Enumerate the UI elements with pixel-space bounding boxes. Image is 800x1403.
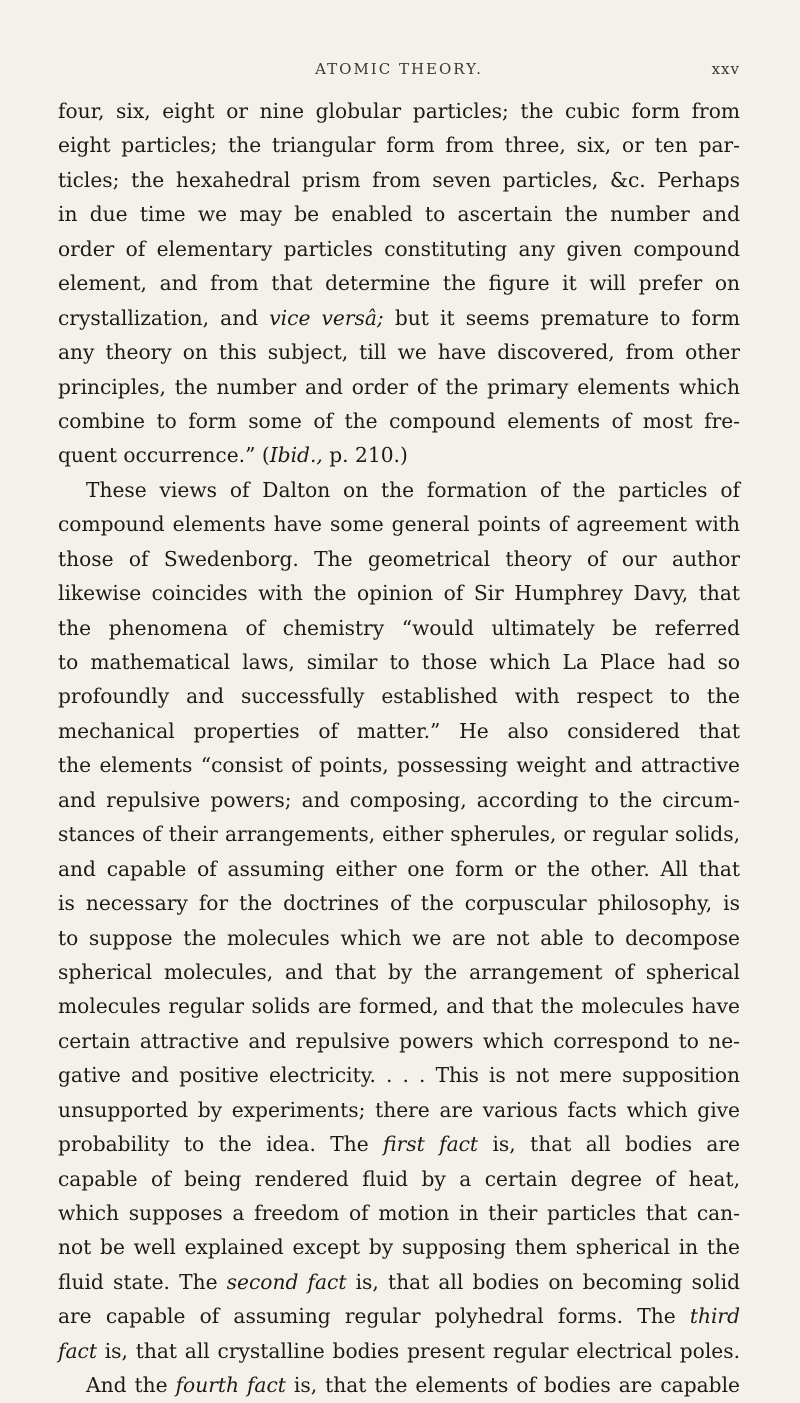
- text-line: [58, 921, 740, 955]
- text-line: [58, 576, 740, 610]
- text-segment: any theory on this subject, till we have discovered, from other: [58, 340, 740, 365]
- text-line: [58, 370, 740, 404]
- text-line: [58, 1196, 740, 1230]
- text-segment: combine to form some of the compound elements of most fre-: [58, 408, 740, 433]
- text-segment: certain attractive and repulsive powers which correspond to ne-: [58, 1028, 740, 1053]
- text-segment: mechanical properties of matter.” He also considered that: [58, 718, 740, 743]
- text-line: [58, 852, 740, 886]
- text-segment: those of Swedenborg. The geometrical theory of our author: [58, 546, 740, 571]
- text-segment: four, six, eight or nine globular particles; the cubic form from: [58, 99, 740, 123]
- italic-text: third: [689, 1304, 740, 1329]
- text-segment: and capable of assuming either one form or the other. All that: [58, 856, 740, 881]
- text-segment: quent occurrence.” (: [58, 443, 270, 468]
- text-line: [58, 989, 740, 1023]
- text-segment: probability to the idea. The: [58, 1132, 384, 1157]
- text-line: [58, 783, 740, 817]
- text-segment: which supposes a freedom of motion in their particles that can-: [58, 1201, 740, 1225]
- text-segment: likewise coincides with the opinion of Sir Humphrey Davy, that: [58, 581, 740, 606]
- text-line: [58, 266, 740, 300]
- text-line: [58, 1058, 740, 1092]
- text-segment: is, that the elements of bodies are capable: [285, 1373, 740, 1398]
- text-segment: to mathematical laws, similar to those which La Place had so: [58, 650, 740, 674]
- text-line: [58, 955, 740, 989]
- running-title: ATOMIC THEORY.: [315, 60, 483, 78]
- page-number: xxv: [711, 60, 740, 78]
- text-line: [58, 163, 740, 197]
- italic-text: first fact: [383, 1132, 479, 1157]
- text-segment: element, and from that determine the figure it will prefer on: [58, 271, 740, 296]
- text-line: [58, 817, 740, 851]
- text-line: [58, 645, 740, 679]
- text-line: [58, 1093, 740, 1127]
- text-segment: in due time we may be enabled to ascertain the number and: [58, 202, 740, 227]
- text-segment: compound elements have some general points of agreement with: [58, 512, 740, 537]
- text-line: [58, 714, 740, 748]
- text-line: [58, 197, 740, 231]
- text-segment: capable of being rendered fluid by a certain degree of heat,: [58, 1166, 740, 1191]
- text-line: [58, 1299, 740, 1333]
- italic-text: second fact: [226, 1269, 347, 1294]
- text-segment: order of elementary particles constituting any given compound: [58, 236, 740, 261]
- text-segment: p. 210.): [322, 443, 408, 468]
- text-line: [58, 886, 740, 920]
- text-line: [58, 1024, 740, 1058]
- text-line: [58, 611, 740, 645]
- text-segment: are capable of assuming regular polyhedral forms. The: [58, 1304, 690, 1329]
- text-segment: the elements “consist of points, possessing weight and attractive: [58, 753, 740, 778]
- text-line: [58, 473, 740, 507]
- text-segment: gative and positive electricity. . . . This is not mere supposition: [58, 1063, 740, 1088]
- text-segment: to suppose the molecules which we are not able to decompose: [58, 925, 740, 950]
- text-segment: unsupported by experiments; there are various facts which give: [58, 1097, 740, 1122]
- text-line: [58, 128, 740, 162]
- text-line: [58, 438, 740, 472]
- body-text: [58, 94, 740, 1403]
- italic-text: Ibid.,: [269, 443, 323, 468]
- text-line: [58, 301, 740, 335]
- text-segment: is, that all bodies are: [478, 1132, 740, 1157]
- text-line: [58, 1230, 740, 1264]
- text-segment: ticles; the hexahedral prism from seven particles, &c. Perhaps: [58, 167, 740, 192]
- text-line: [58, 335, 740, 369]
- italic-text: fact: [58, 1338, 97, 1363]
- text-segment: fluid state. The: [58, 1269, 227, 1294]
- text-segment: And the: [86, 1373, 176, 1398]
- text-line: [58, 542, 740, 576]
- text-segment: is, that all crystalline bodies present regular electrical poles.: [96, 1338, 740, 1363]
- running-head: [58, 60, 740, 90]
- text-line: [58, 232, 740, 266]
- text-line: [58, 404, 740, 438]
- text-segment: principles, the number and order of the primary elements which: [58, 374, 740, 399]
- text-segment: and repulsive powers; and composing, according to the circum-: [58, 787, 740, 812]
- text-line: [58, 679, 740, 713]
- italic-text: fourth fact: [175, 1373, 286, 1398]
- italic-text: vice versâ;: [269, 305, 384, 330]
- text-segment: but it seems premature to form: [383, 305, 740, 330]
- text-line: [58, 748, 740, 782]
- text-segment: profoundly and successfully established with respect to the: [58, 684, 740, 709]
- text-segment: These views of Dalton on the formation of the particles of: [86, 477, 740, 502]
- text-segment: stances of their arrangements, either spherules, or regular solids,: [58, 822, 740, 847]
- text-line: [58, 1265, 740, 1299]
- text-segment: is, that all bodies on becoming solid: [346, 1269, 740, 1294]
- text-line: [58, 1127, 740, 1161]
- text-line: [58, 1334, 740, 1368]
- text-segment: the phenomena of chemistry “would ultimately be referred: [58, 615, 740, 640]
- text-segment: not be well explained except by supposing them spherical in the: [58, 1235, 740, 1260]
- text-line: [58, 1368, 740, 1402]
- text-segment: eight particles; the triangular form from three, six, or ten par-: [58, 133, 740, 158]
- text-line: [58, 507, 740, 541]
- text-line: [58, 94, 740, 128]
- text-segment: molecules regular solids are formed, and that the molecules have: [58, 994, 740, 1019]
- text-segment: is necessary for the doctrines of the corpuscular philosophy, is: [58, 891, 740, 916]
- text-segment: spherical molecules, and that by the arrangement of spherical: [58, 959, 740, 984]
- text-line: [58, 1162, 740, 1196]
- text-segment: crystallization, and: [58, 305, 270, 330]
